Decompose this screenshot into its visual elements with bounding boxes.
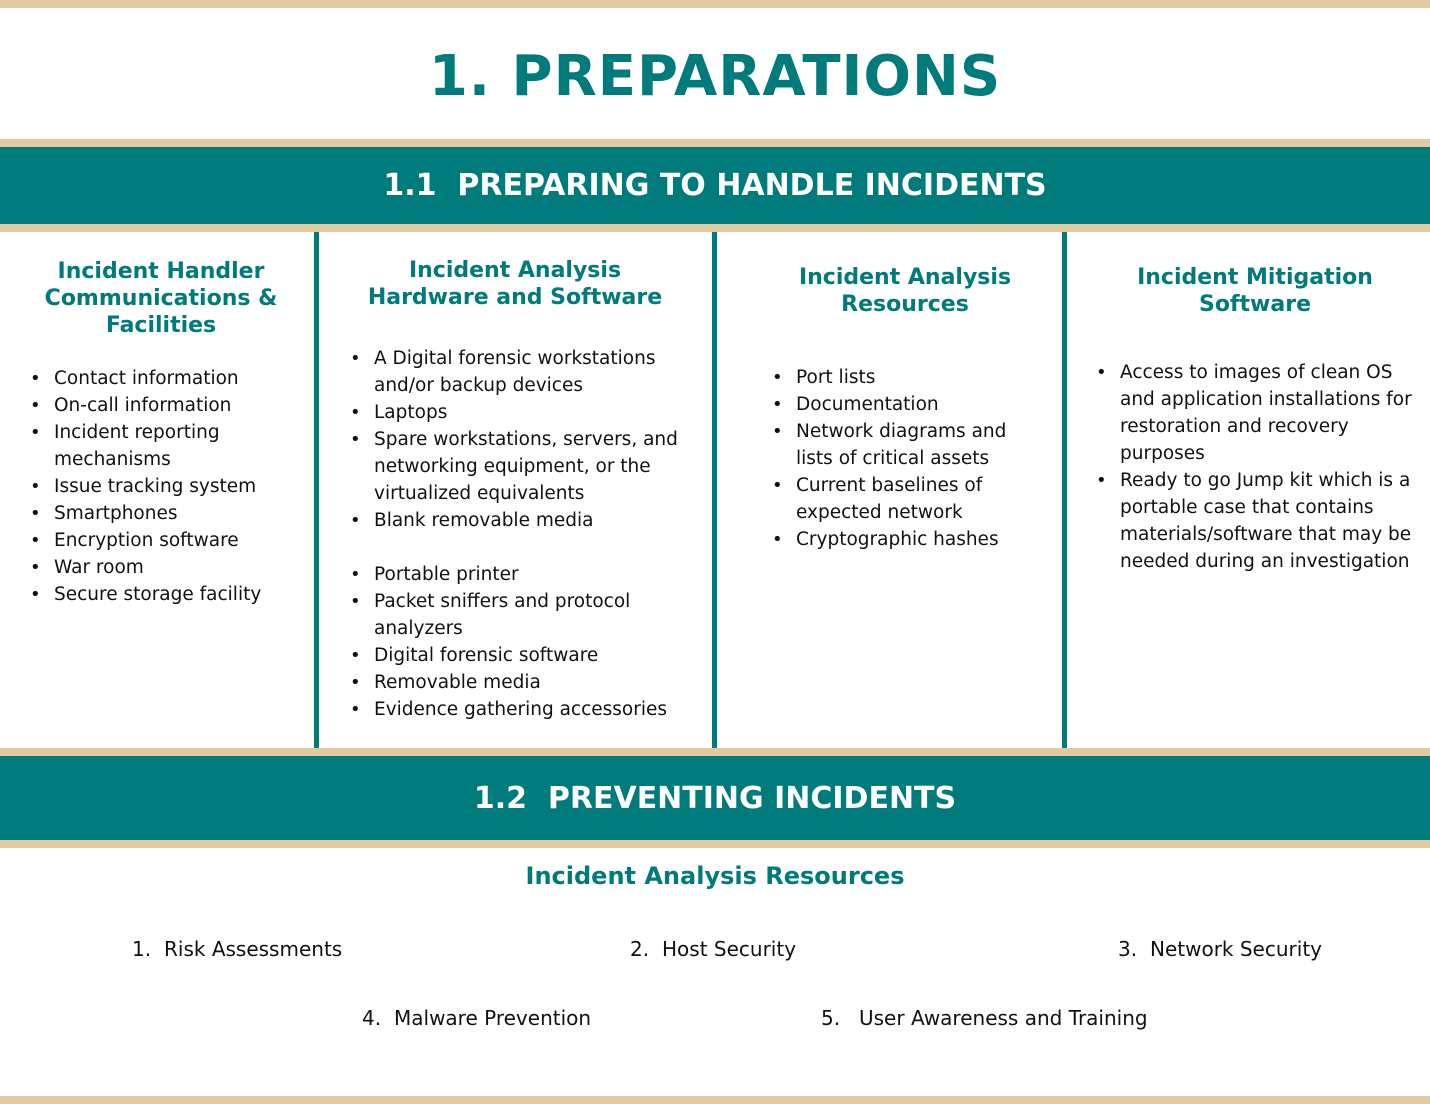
list-item: • Current baselines of expected network [772,472,1042,526]
list-item: • Port lists [772,364,1042,391]
item-number: 1. [132,937,152,961]
list-item: • Contact information [30,365,292,392]
column-title: Incident Analysis Hardware and Software [367,258,663,310]
page-title: 1. PREPARATIONS [428,44,1002,109]
list-item: • Encryption software [30,527,292,554]
column-list [772,364,1042,553]
section1-heading: 1.1 PREPARING TO HANDLE INCIDENTS [383,168,1047,203]
list-item: • On-call information [30,392,292,419]
list-item: • Laptops [350,399,702,426]
rule-above-section2 [0,748,1430,756]
list-item: • Network diagrams and lists of critical assets [772,418,1042,472]
rule-above-section1 [0,139,1430,147]
list-item: • Documentation [772,391,1042,418]
item-number: 4. [362,1006,382,1030]
list-item: • Removable media [350,669,702,696]
rule-below-section1 [0,224,1430,232]
column-title: Incident Mitigation Software [1137,265,1373,317]
list-item: • Cryptographic hashes [772,526,1042,553]
column-title: Incident Analysis Resources [798,265,1012,317]
prevention-item [362,1006,591,1030]
list-item: • Digital forensic software [350,642,702,669]
column-title: Incident Handler Communications & Facilities [44,259,278,338]
column-analysis-resources [772,264,1042,553]
column-analysis-hardware [350,257,702,723]
prevention-item [1118,937,1322,961]
prevention-item [821,1006,1148,1030]
rule-below-section2 [0,840,1430,848]
list-item: • Spare workstations, servers, and networking equipment, or the virtualized equivalents [350,426,702,507]
list-item: • Blank removable media [350,507,702,534]
column-mitigation-software [1096,264,1414,575]
item-label: Malware Prevention [394,1006,592,1030]
section1-band [0,147,1430,224]
column-list [350,345,702,723]
section2-band [0,756,1430,840]
column-list [1096,359,1414,575]
bottom-border [0,1096,1430,1104]
list-item: • Smartphones [30,500,292,527]
item-number: 2. [630,937,650,961]
column-divider [1062,232,1067,748]
list-item: • Access to images of clean OS and application installations for restoration and recovery purposes [1096,359,1414,467]
item-label: Risk Assessments [164,937,343,961]
top-border [0,0,1430,8]
prevention-item [630,937,796,961]
column-list [30,365,292,608]
list-item: • Incident reporting mechanisms [30,419,292,473]
list-item: • A Digital forensic workstations and/or backup devices [350,345,702,399]
item-number: 3. [1118,937,1138,961]
column-divider [314,232,319,748]
section2-heading: 1.2 PREVENTING INCIDENTS [473,780,957,816]
list-item: • Evidence gathering accessories [350,696,702,723]
section2-subheading: Incident Analysis Resources [525,862,905,890]
prevention-item [132,937,342,961]
list-item: • Portable printer [350,561,702,588]
item-label: Network Security [1150,937,1322,961]
list-item: • War room [30,554,292,581]
column-divider [712,232,717,748]
list-item: • Secure storage facility [30,581,292,608]
list-item: • Issue tracking system [30,473,292,500]
item-label: Host Security [662,937,797,961]
list-item: • Packet sniffers and protocol analyzers [350,588,702,642]
item-label: User Awareness and Training [859,1006,1148,1030]
item-number: 5. [821,1006,841,1030]
list-item: • Ready to go Jump kit which is a portable case that contains materials/software that may be needed during an investigation [1096,467,1414,575]
column-handler-communications [30,258,292,608]
